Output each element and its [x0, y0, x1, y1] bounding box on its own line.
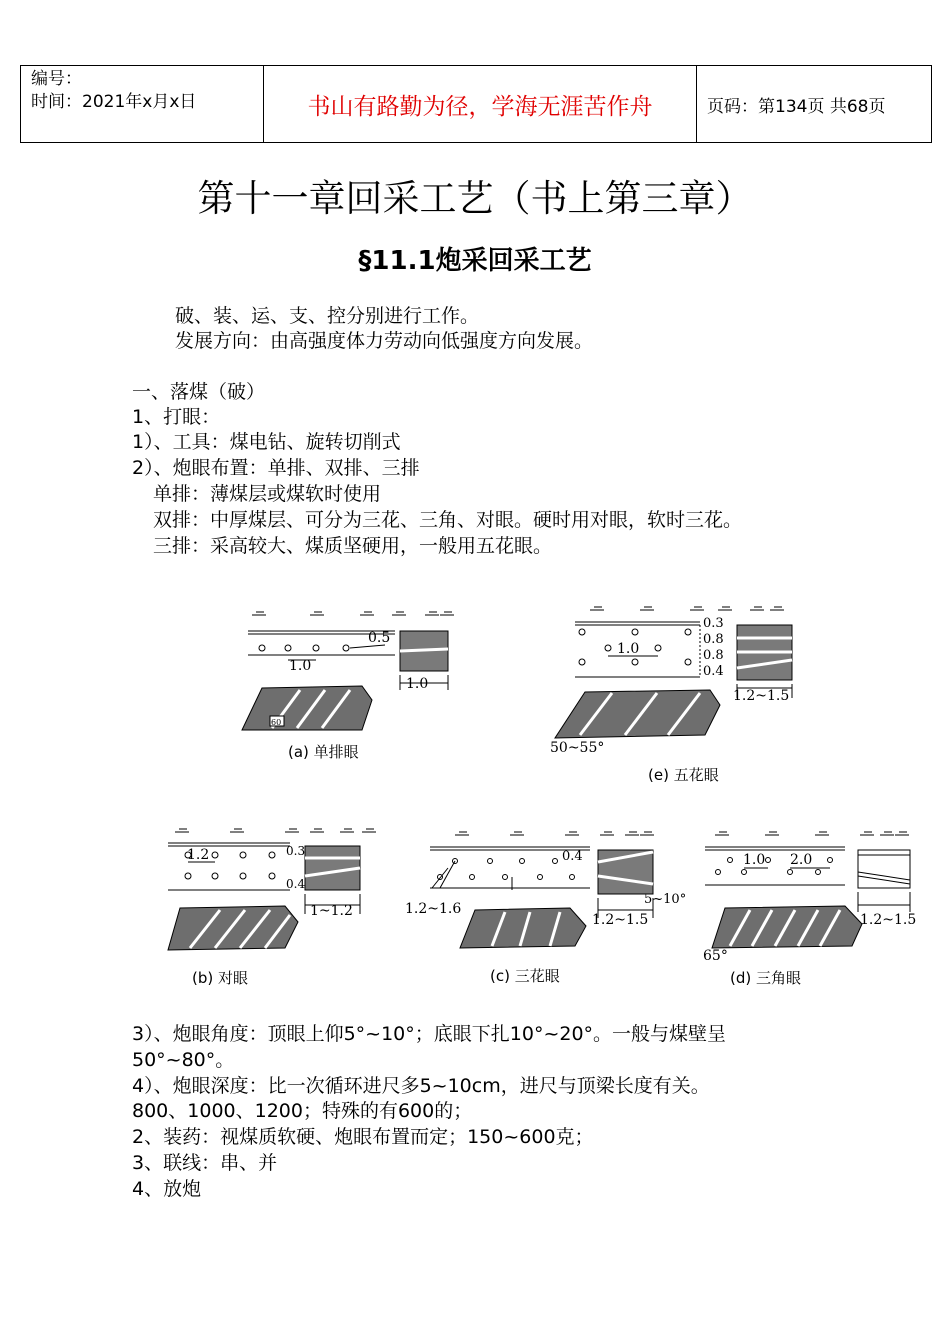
fig-e-label-2: 0.8 [703, 648, 724, 663]
figure-b-opposed [168, 829, 376, 987]
heading-coal-breaking: 一、落煤（破） [132, 381, 266, 403]
intro-line-2: 发展方向：由高强度体力劳动向低强度方向发展。 [175, 330, 594, 352]
chapter-title: 第十一章回采工艺（书上第三章） [197, 177, 753, 220]
fig-d-label-1: 2.0 [790, 852, 813, 868]
charging-line: 2、装药：视煤质软硬、炮眼布置而定；150~600克； [132, 1126, 594, 1148]
fig-a-label-0: 0.5 [368, 630, 391, 646]
tools-line: 1）、工具：煤电钻、旋转切削式 [132, 431, 401, 453]
fig-c-label-0: 0.4 [562, 849, 583, 864]
fig-e-label-4: 1.0 [617, 641, 640, 657]
double-row-line: 双排：中厚煤层、可分为三花、三角、对眼。硬时用对眼，软时三花。 [153, 509, 743, 531]
fig-e-label-0: 0.3 [703, 616, 724, 631]
figure-c-three-flower [405, 832, 686, 985]
fig-e-label-1: 0.8 [703, 632, 724, 647]
motto: 书山有路勤为径，学海无涯苦作舟 [264, 66, 697, 142]
fig-b-label-0: 1.2 [187, 847, 210, 863]
figure-d-triangle [703, 832, 916, 987]
fig-e-label-3: 0.4 [703, 664, 724, 679]
fig-d-label-2: 65° [703, 948, 728, 964]
fig-e-label-5: 1.2~1.5 [733, 688, 790, 704]
fig-b-label-1: 0.3 [286, 844, 306, 858]
section-title: §11.1炮采回采工艺 [358, 246, 592, 276]
fig-c-label-2: 5~10° [644, 892, 687, 907]
page-info: 页码：第134页 共68页 [707, 96, 886, 117]
fig-c-label-3: 1.2~1.5 [592, 912, 649, 928]
fig-d-caption: (d) 三角眼 [730, 969, 801, 987]
angle-line-cont: 50°~80°。 [132, 1049, 235, 1071]
fig-b-caption: (b) 对眼 [192, 969, 248, 987]
fig-a-label-1: 1.0 [289, 658, 312, 674]
fig-c-label-1: 1.2~1.6 [405, 901, 462, 917]
drilling-line: 1、打眼： [132, 406, 221, 428]
number-label: 编号： [31, 69, 82, 89]
fig-d-label-0: 1.0 [743, 852, 766, 868]
depth-line-cont: 800、1000、1200；特殊的有600的； [132, 1100, 473, 1122]
triple-row-line: 三排：采高较大、煤质坚硬用，一般用五花眼。 [153, 535, 553, 557]
fig-a-label-2: 1.0 [406, 676, 429, 692]
fig-b-label-2: 0.4 [286, 877, 306, 891]
fig-c-caption: (c) 三花眼 [490, 967, 560, 985]
fig-b-label-3: 1~1.2 [310, 903, 353, 919]
time-label: 时间：2021年x月x日 [31, 92, 197, 112]
angle-line: 3）、炮眼角度：顶眼上仰5°~10°；底眼下扎10°~20°。一般与煤壁呈 [132, 1023, 727, 1045]
fig-e-label-6: 50~55° [550, 740, 605, 756]
figure-a-single-row [242, 612, 454, 761]
blasting-line: 4、放炮 [132, 1178, 202, 1200]
fig-d-label-3: 1.2~1.5 [860, 912, 917, 928]
intro-line-1: 破、装、运、支、控分别进行工作。 [175, 305, 480, 327]
depth-line: 4）、炮眼深度：比一次循环进尺多5~10cm，进尺与顶梁长度有关。 [132, 1075, 710, 1097]
fig-a-caption: (a) 单排眼 [288, 743, 359, 761]
fig-a-label-3: 60 [271, 718, 282, 727]
fig-e-caption: (e) 五花眼 [648, 766, 719, 784]
figure-e-five-flower [550, 607, 792, 784]
layout-line: 2）、炮眼布置：单排、双排、三排 [132, 457, 420, 479]
wiring-line: 3、联线：串、并 [132, 1152, 278, 1174]
single-row-line: 单排：薄煤层或煤软时使用 [153, 483, 382, 505]
